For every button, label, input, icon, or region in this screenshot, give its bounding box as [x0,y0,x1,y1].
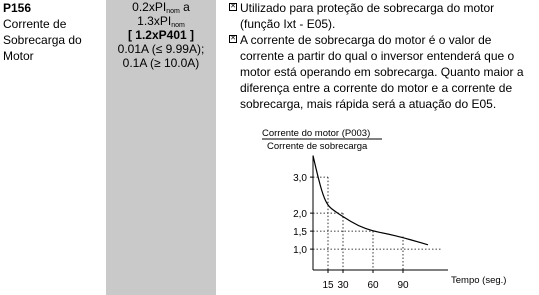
chart-x-tick-label: 60 [367,280,379,291]
parameter-name-line-1: Corrente de [3,17,67,31]
chart-series-line [313,156,428,245]
checkbox-icon [229,35,237,43]
chart-xlabel: Tempo (seg.) [451,275,507,286]
range-max-sub: nom [171,22,185,29]
chart-y-tick-label: 3,0 [293,173,307,185]
description-item-1-text: Utilizado para proteção de sobrecarga do motor (função Ixt - E05). [240,1,495,31]
chart-x-tick-label: 30 [337,280,349,291]
chart-x-tick-label: 15 [322,280,334,291]
checkbox-icon [229,3,237,11]
resolution-1: 0.01A (≤ 9.99A); [117,42,205,56]
chart-x-tick-label: 90 [397,280,409,291]
range-min-text: 0.2xPI [132,0,167,14]
chart-y-tick-label: 2,0 [293,209,307,221]
chart-ylabel-numerator: Corrente do motor (P003) [262,128,371,139]
range-min-sub: nom [166,8,180,15]
chart-ylabel-denominator: Corrente de sobrecarga [267,141,368,152]
range-column [106,0,216,295]
default-value: [ 1.2xP401 ] [127,28,195,42]
range-min-post: a [179,0,190,14]
range-max-text: 1.3xPI [137,14,172,28]
description-item-2-text: A corrente de sobrecarga do motor é o valor de corrente a partir do qual o inversor entenderá que o motor está operando em sobrecarga. Quanto maior a diferença entre a corrente do motor e a corrente de sobrecarga, mais rápida será a atuação do E05. [240,33,524,111]
parameter-column [3,0,105,64]
chart-y-tick-label: 1,5 [293,227,307,239]
parameter-name-line-2: Sobrecarga do [3,33,82,47]
parameter-name-line-3: Motor [3,49,34,63]
description-item-1 [229,0,537,32]
description-column [229,0,537,112]
description-item-2 [229,32,537,112]
range-min [106,0,216,14]
resolution-2: 0.1A (≥ 10.0A) [122,56,200,70]
parameter-code: P156 [3,1,32,15]
range-max [106,14,216,28]
chart-y-tick-label: 1,0 [293,245,307,257]
